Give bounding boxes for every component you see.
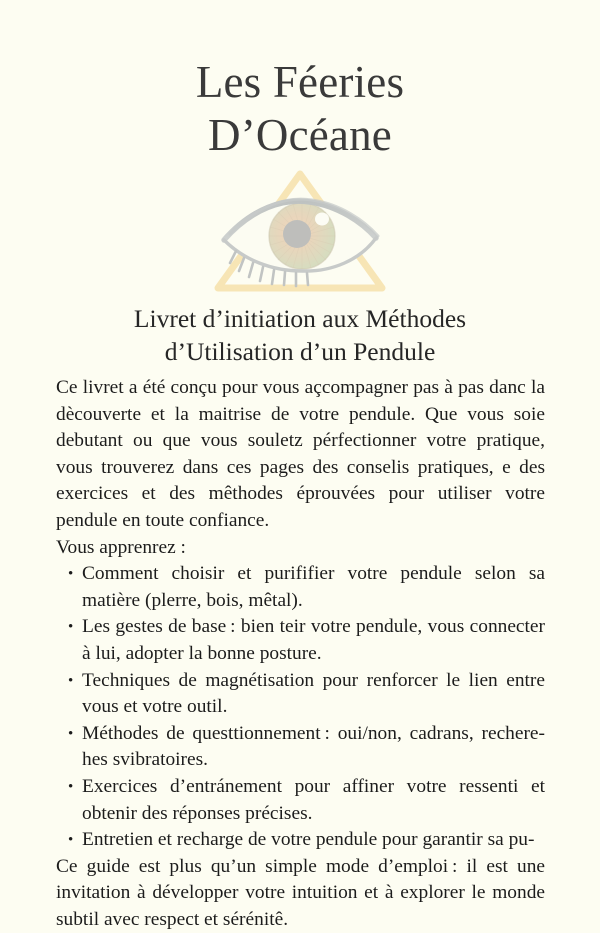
list-item: • Les gestes de base : bien teir votre pendule, vous connecter à lui, adopter la bonne posture. [56, 614, 545, 667]
body-content [56, 375, 545, 933]
list-item: • Comment choisir et purififier votre pendule selon sa matière (plerre, bois, mêtal). [56, 561, 545, 614]
title-line-1: Les Féeries [195, 57, 405, 107]
list-item: • Exercices d’entránement pour affiner votre ressenti et obtenir des réponses précises. [56, 774, 545, 827]
document-subtitle [0, 302, 600, 368]
list-item: • Méthodes de questtionnement : oui/non, cadrans, rechere-hes svibratoires. [56, 721, 545, 774]
eye-in-triangle-icon [210, 168, 390, 296]
lead-in-text: Vous apprenrez : [56, 536, 186, 558]
title-line-2: D’Océane [208, 110, 392, 160]
intro-paragraph: Ce livret a été conçu pour vous açcompagner pas à pas danc la dècouverte et la maitrise de votre pendule. Que vous soie debutant ou que vous souletz pérfectionner votre pratique, vous trouverez dans ces pages des conselis pratiques, e des exercices et des mêthodes éprouvées pour utiliser votre pendule en toute confiance. [56, 377, 545, 531]
closing-paragraph: Ce guide est plus qu’un simple mode d’emploi : il est une invitation à développer votre intuition et à explorer le monde subtil avec respect et sérénitê. [56, 855, 545, 930]
subtitle-line-1: Livret d’initiation aux Méthodes [133, 304, 467, 333]
document-title [0, 0, 600, 162]
feature-list [56, 561, 545, 854]
emblem-container [0, 168, 600, 296]
subtitle-line-2: d’Utilisation d’un Pendule [164, 337, 436, 366]
list-item: • Entretien et recharge de votre pendule pour garantir sa pu- [56, 827, 545, 854]
list-item: • Techniques de magnétisation pour renforcer le lien entre vous et votre outil. [56, 668, 545, 721]
